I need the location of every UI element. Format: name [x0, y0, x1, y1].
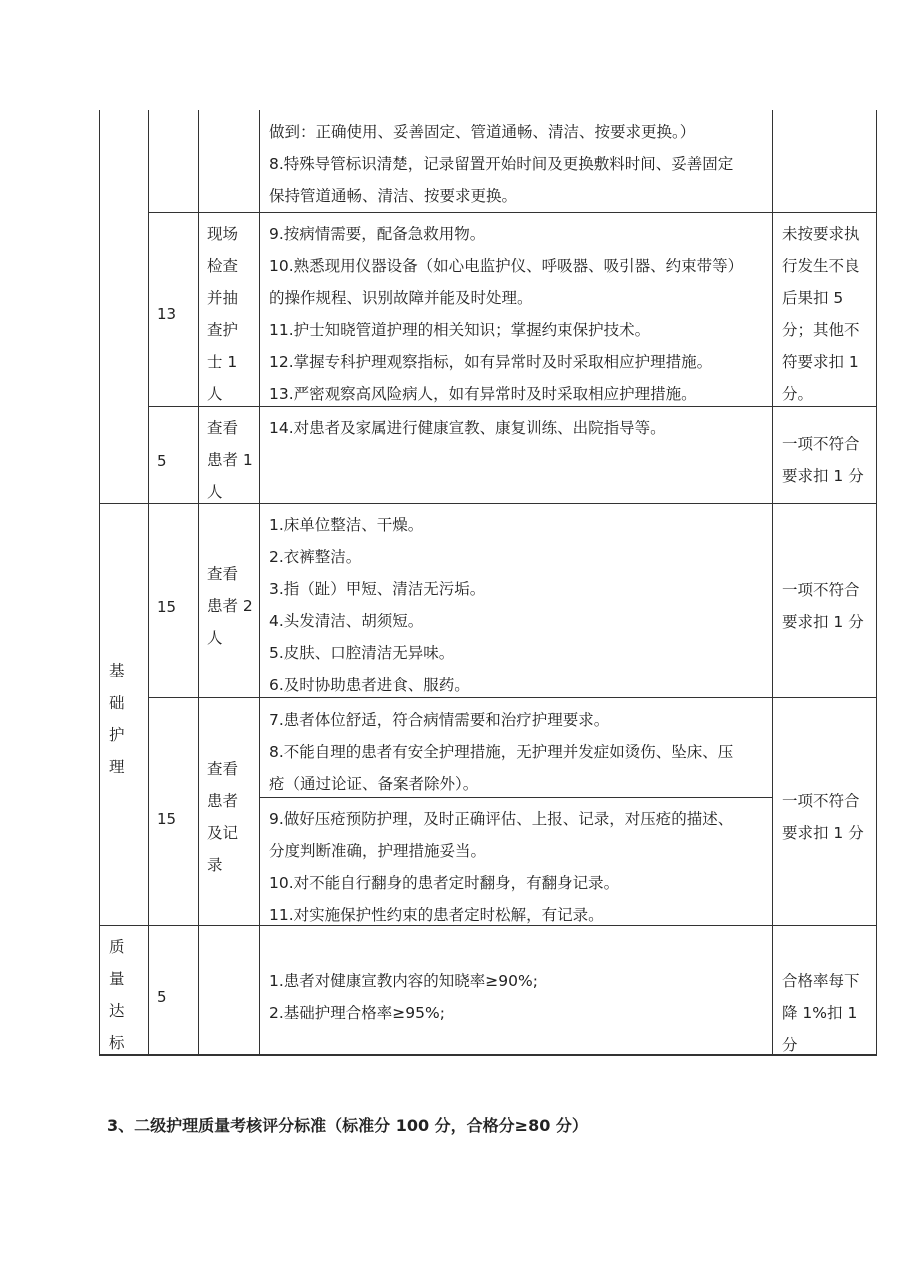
row-divider: [148, 697, 877, 698]
score-cell: 15: [157, 810, 177, 828]
deduct-cell: 未按要求执 行发生不良 后果扣 5 分；其他不 符要求扣 1 分。: [782, 225, 860, 403]
content-line: 11.对实施保护性约束的患者定时松解，有记录。: [269, 906, 604, 924]
score-cell: 13: [157, 305, 177, 323]
table-divider-col4: [772, 110, 773, 1056]
content-line: 14.对患者及家属进行健康宣教、康复训练、出院指导等。: [269, 419, 666, 437]
content-line: 1.患者对健康宣教内容的知晓率≥90%;: [269, 972, 538, 990]
content-line: 疮（通过论证、备案者除外）。: [269, 775, 479, 793]
deduct-cell: 一项不符合 要求扣 1 分: [782, 435, 864, 485]
content-line: 10.熟悉现用仪器设备（如心电监护仪、呼吸器、吸引器、约束带等）: [269, 257, 744, 275]
content-line: 6.及时协助患者进食、服药。: [269, 676, 470, 694]
content-line: 9.做好压疮预防护理，及时正确评估、上报、记录，对压疮的描述、: [269, 810, 734, 828]
category-quality: 质 量 达 标: [109, 938, 125, 1052]
content-line: 1.床单位整洁、干燥。: [269, 516, 424, 534]
content-line: 8.特殊导管标识清楚，记录留置开始时间及更换敷料时间、妥善固定: [269, 155, 734, 173]
table-divider-col1: [148, 110, 149, 1056]
method-cell: 现场 检查 并抽 查护 士 1 人: [207, 225, 239, 403]
table-border-bottom: [99, 1054, 877, 1056]
content-line: 2.基础护理合格率≥95%;: [269, 1004, 445, 1022]
content-line: 7.患者体位舒适，符合病情需要和治疗护理要求。: [269, 711, 610, 729]
method-cell: 查看 患者 1 人: [207, 419, 253, 501]
deduct-cell: 合格率每下 降 1%扣 1 分: [782, 972, 860, 1054]
content-line: 3.指（趾）甲短、清洁无污垢。: [269, 580, 486, 598]
content-line: 12.掌握专科护理观察指标，如有异常时及时采取相应护理措施。: [269, 353, 713, 371]
score-cell: 5: [157, 452, 167, 470]
row-divider: [148, 212, 877, 213]
content-line: 4.头发清洁、胡须短。: [269, 612, 424, 630]
score-cell: 15: [157, 598, 177, 616]
content-line: 2.衣裤整洁。: [269, 548, 362, 566]
method-cell: 查看 患者 及记 录: [207, 760, 239, 874]
deduct-cell: 一项不符合 要求扣 1 分: [782, 581, 864, 631]
score-cell: 5: [157, 988, 167, 1006]
content-line: 分度判断准确，护理措施妥当。: [269, 842, 487, 860]
content-line: 9.按病情需要，配备急救用物。: [269, 225, 486, 243]
table-border-left: [99, 110, 100, 1056]
content-line: 5.皮肤、口腔清洁无异味。: [269, 644, 455, 662]
content-line: 13.严密观察高风险病人，如有异常时及时采取相应护理措施。: [269, 385, 697, 403]
table-border-right: [876, 110, 877, 1056]
deduct-cell: 一项不符合 要求扣 1 分: [782, 792, 864, 842]
content-line: 的操作规程、识别故障并能及时处理。: [269, 289, 533, 307]
content-line: 8.不能自理的患者有安全护理措施，无护理并发症如烫伤、坠床、压: [269, 743, 734, 761]
table-divider-col3: [259, 110, 260, 1056]
category-basic: 基 础 护 理: [109, 662, 125, 776]
content-line: 保持管道通畅、清洁、按要求更换。: [269, 187, 518, 205]
method-cell: 查看 患者 2 人: [207, 565, 253, 647]
table-divider-col2: [198, 110, 199, 1056]
content-line: 10.对不能自行翻身的患者定时翻身，有翻身记录。: [269, 874, 620, 892]
content-line: 11.护士知晓管道护理的相关知识；掌握约束保护技术。: [269, 321, 651, 339]
section-heading: 3、二级护理质量考核评分标准（标准分 100 分，合格分≥80 分）: [107, 1116, 588, 1135]
content-line: 做到：正确使用、妥善固定、管道通畅、清洁、按要求更换。）: [269, 123, 696, 141]
